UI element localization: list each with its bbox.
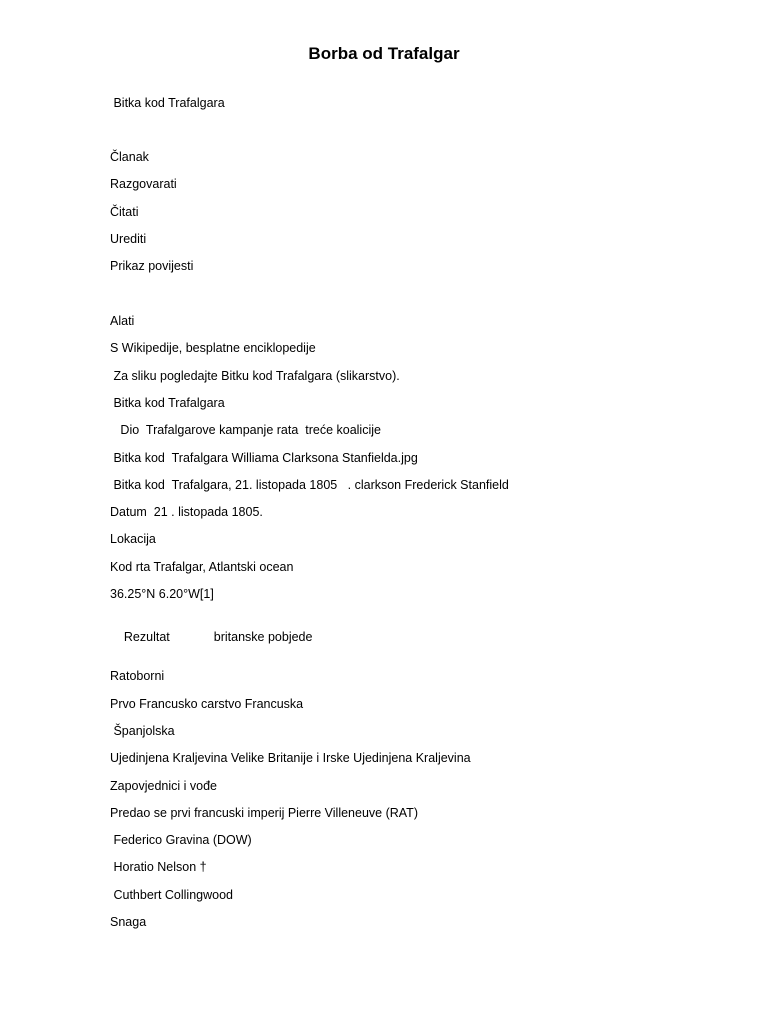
text-line: Bitka kod Trafalgara Williama Clarksona Stanfielda.jpg bbox=[110, 451, 418, 465]
text-line: Članak bbox=[110, 150, 149, 164]
text-line: 36.25°N 6.20°W[1] bbox=[110, 587, 214, 601]
result-line bbox=[110, 613, 312, 661]
text-line: Za sliku pogledajte Bitku kod Trafalgara (slikarstvo). bbox=[110, 369, 400, 383]
text-line: Urediti bbox=[110, 232, 147, 246]
text-line: Ujedinjena Kraljevina Velike Britanije i Irske Ujedinjena Kraljevina bbox=[110, 751, 471, 765]
result-label: Rezultat bbox=[123, 630, 170, 644]
text-line: Predao se prvi francuski imperij Pierre Villeneuve (RAT) bbox=[110, 806, 418, 820]
text-line: Alati bbox=[110, 314, 135, 328]
text-line: S Wikipedije, besplatne enciklopedije bbox=[110, 341, 316, 355]
text-line: Bitka kod Trafalgara bbox=[110, 96, 225, 110]
text-line: Bitka kod Trafalgara bbox=[110, 396, 225, 410]
text-line: Prvo Francusko carstvo Francuska bbox=[110, 697, 304, 711]
text-line: Zapovjednici i vođe bbox=[110, 779, 218, 793]
text-line: Španjolska bbox=[110, 724, 175, 738]
text-line: Datum 21 . listopada 1805. bbox=[110, 505, 263, 519]
document-title: Borba od Trafalgar bbox=[308, 44, 460, 63]
text-line: Kod rta Trafalgar, Atlantski ocean bbox=[110, 560, 294, 574]
result-value: britanske pobjede bbox=[213, 630, 313, 644]
text-line: Horatio Nelson † bbox=[110, 860, 207, 874]
text-line: Dio Trafalgarove kampanje rata treće koalicije bbox=[110, 423, 381, 437]
text-line: Lokacija bbox=[110, 532, 156, 546]
text-line: Bitka kod Trafalgara, 21. listopada 1805 . clarkson Frederick Stanfield bbox=[110, 478, 509, 492]
text-line: Čitati bbox=[110, 205, 139, 219]
text-line: Ratoborni bbox=[110, 669, 165, 683]
text-line: Razgovarati bbox=[110, 177, 177, 191]
text-line: Federico Gravina (DOW) bbox=[110, 833, 252, 847]
text-line: Prikaz povijesti bbox=[110, 259, 194, 273]
text-line: Cuthbert Collingwood bbox=[110, 888, 233, 902]
text-line: Snaga bbox=[110, 915, 147, 929]
